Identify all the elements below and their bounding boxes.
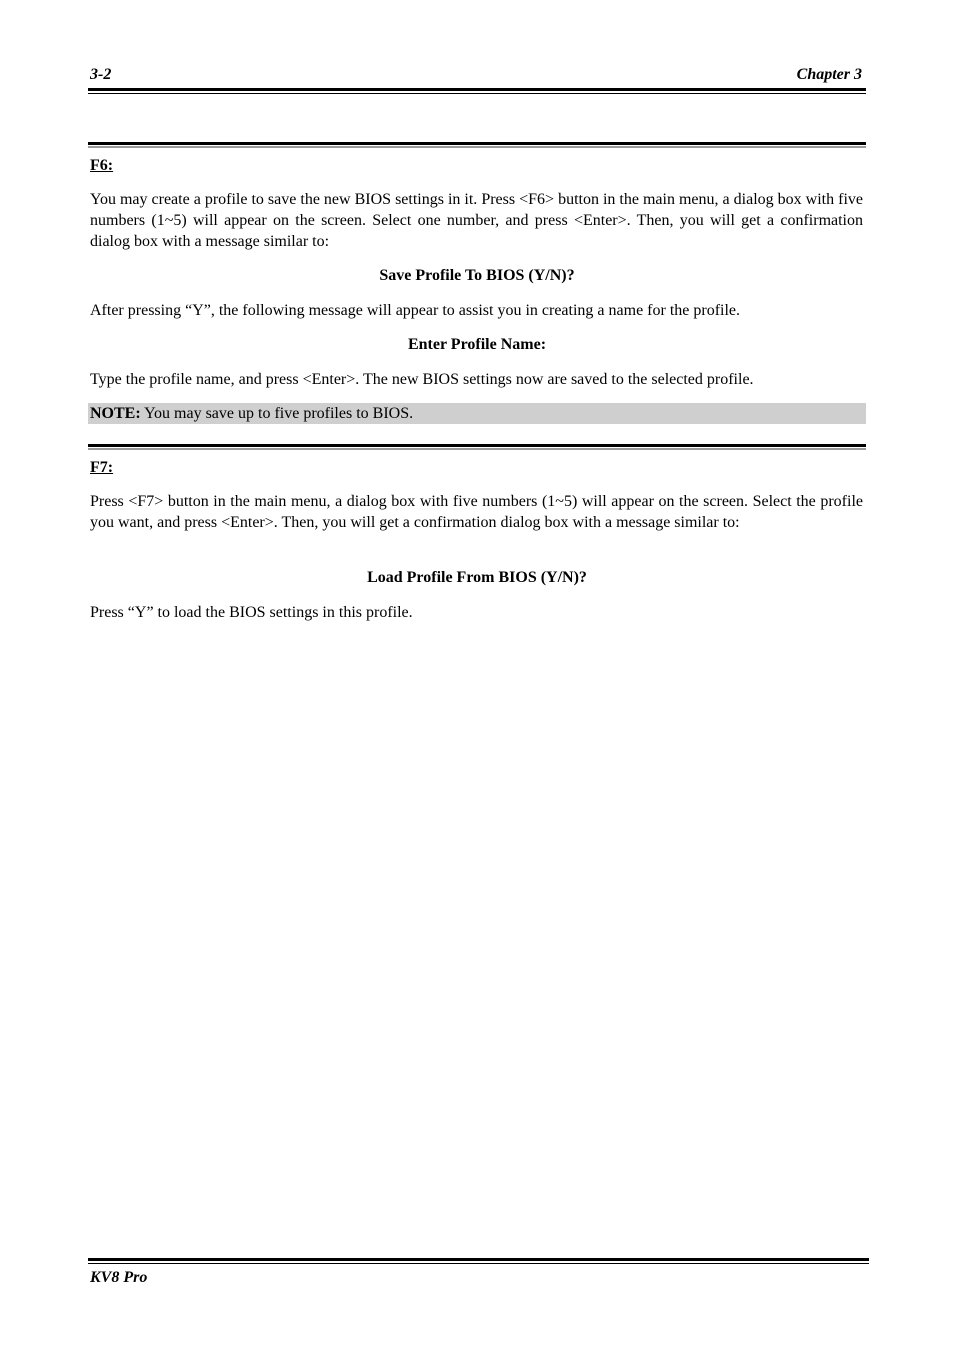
header-rule xyxy=(88,88,866,91)
section-divider-f7-shadow xyxy=(88,448,866,450)
section-divider-f6-shadow xyxy=(88,146,866,148)
page-number: 3-2 xyxy=(90,66,112,83)
f6-after-y-paragraph: After pressing “Y”, the following message will appear to assist you in creating a name for the profile. xyxy=(90,302,741,319)
f6-enter-name-message: Enter Profile Name: xyxy=(407,336,547,353)
section-divider-f6 xyxy=(88,142,866,145)
f6-save-profile-message: Save Profile To BIOS (Y/N)? xyxy=(379,267,575,284)
f6-type-name-paragraph: Type the profile name, and press <Enter>. The new BIOS settings now are saved to the selected profile. xyxy=(90,371,754,388)
note-box xyxy=(88,403,866,424)
chapter-title: Chapter 3 xyxy=(796,66,862,83)
footer-rule xyxy=(88,1258,869,1261)
section-heading-f7: F7: xyxy=(90,459,114,476)
section-heading-f6: F6: xyxy=(90,157,114,174)
section-divider-f7 xyxy=(88,444,866,447)
f7-intro-paragraph: Press <F7> button in the main menu, a dialog box with five numbers (1~5) will appear on the screen. Select the profile you want, and press <Enter>. Then, you will get a confirmation dialog box with a message similar to: xyxy=(90,493,863,531)
f7-press-y-paragraph: Press “Y” to load the BIOS settings in this profile. xyxy=(90,604,413,621)
note-text: You may save up to five profiles to BIOS. xyxy=(144,405,414,422)
f7-load-profile-message: Load Profile From BIOS (Y/N)? xyxy=(367,569,587,586)
f6-intro-paragraph: You may create a profile to save the new BIOS settings in it. Press <F6> button in the main menu, a dialog box with five numbers (1~5) will appear on the screen. Select one number, and press <Enter>. Then, you will get a confirmation dialog box with a message similar to: xyxy=(90,191,863,250)
footer-product-name: KV8 Pro xyxy=(90,1269,148,1286)
page-header xyxy=(88,64,864,86)
note-label: NOTE: xyxy=(90,405,141,422)
